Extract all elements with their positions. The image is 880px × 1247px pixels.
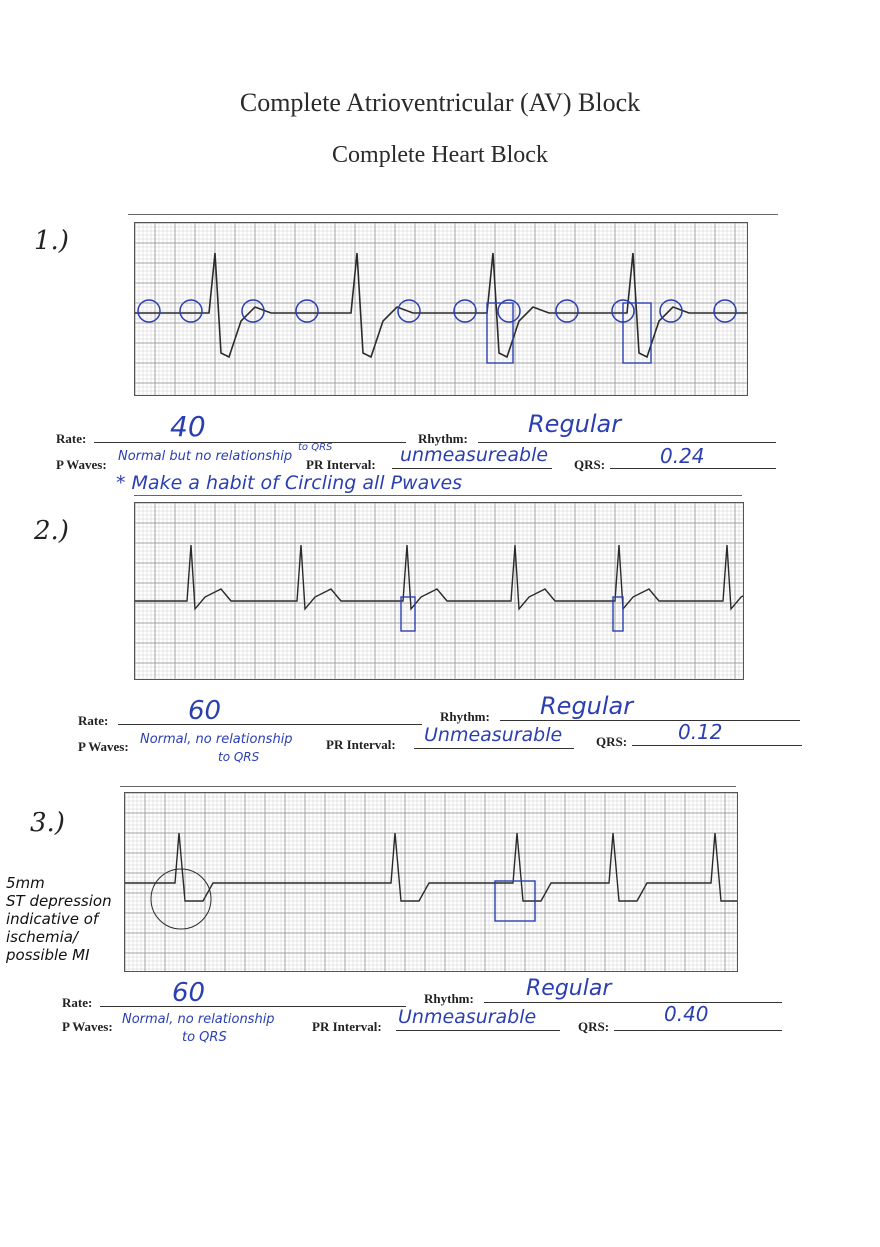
strip-2-number: 2.) [34,516,69,546]
strip-2-pr-label: PR Interval: [326,737,396,752]
strip-1-note: * Make a habit of Circling all Pwaves [116,472,463,494]
strip-2-qrs-value[interactable]: 0.12 [678,720,723,744]
strip-1-rhythm-value[interactable]: Regular [528,410,622,438]
side-note-line: 5mm [6,874,45,892]
strip-3-rhythm-line [484,1002,782,1003]
strip-1-qrs-label: QRS: [574,457,606,472]
strip-3-rhythm-value[interactable]: Regular [526,976,612,1001]
ecg-strip-1-svg [135,223,747,395]
strip-1-rate-label: Rate: [56,431,87,446]
strip-1-pwaves-label: P Waves: [56,457,107,472]
side-note-line: ischemia/ [6,928,78,946]
strip-3-pr-line [396,1030,560,1031]
strip-3-pwaves-label: P Waves: [62,1019,113,1034]
strip-1-rhythm-label: Rhythm: [418,431,468,446]
strip-3-qrs-value[interactable]: 0.40 [664,1002,709,1026]
strip-1-rate-value[interactable]: 40 [170,410,206,443]
strip-2-pr-value[interactable]: Unmeasurable [424,724,563,746]
page-title: Complete Atrioventricular (AV) Block [239,88,641,117]
strip-3-rate-line [100,1006,406,1007]
strip-3-rhythm-label: Rhythm: [424,991,474,1006]
strip-1-pr-line [392,468,552,469]
strip-1-pr-label: PR Interval: [306,457,376,472]
ecg-strip-3-svg [125,793,737,971]
strip-1-qrs-line [610,468,776,469]
side-note-line: indicative of [6,910,99,928]
strip-2-pwaves-value[interactable]: Normal, no relationship [140,732,293,747]
side-note-line: ST depression [6,892,112,910]
strip-1-rate-line [94,442,406,443]
strip-1-pwaves-extra: to QRS [298,442,333,453]
strip-2-pr-line [414,748,574,749]
strip-2-qrs-label: QRS: [596,734,628,749]
strip-1-pr-value[interactable]: unmeasureable [400,444,549,466]
strip-3-number: 3.) [30,808,65,838]
strip-2-rate-label: Rate: [78,713,109,728]
strip-3-qrs-line [614,1030,782,1031]
strip-2-pwaves-label: P Waves: [78,739,129,754]
strip-2-rate-value[interactable]: 60 [188,696,222,726]
strip-3-pwaves-extra: to QRS [182,1030,227,1045]
strip-2-rhythm-value[interactable]: Regular [540,692,634,720]
strip-3-qrs-label: QRS: [578,1019,610,1034]
strip-1-qrs-value[interactable]: 0.24 [660,444,705,468]
strip-2-qrs-line [632,745,802,746]
strip-1-pwaves-value[interactable]: Normal but no relationship [118,449,293,464]
strip-2-pwaves-extra: to QRS [218,750,260,764]
page-subtitle: Complete Heart Block [332,142,548,168]
strip-1-rhythm-line [478,442,776,443]
ecg-strip-2-svg [135,503,743,679]
strip-1-number: 1.) [34,226,69,256]
strip-3-pr-label: PR Interval: [312,1019,382,1034]
strip-2-rhythm-label: Rhythm: [440,709,490,724]
side-note-line: possible MI [6,946,90,964]
strip-2-rhythm-line [500,720,800,721]
ecg-strip-1 [134,222,748,396]
ecg-grid [135,223,747,395]
strip-3-pr-value[interactable]: Unmeasurable [398,1006,537,1028]
strip-3-pwaves-value[interactable]: Normal, no relationship [122,1012,275,1027]
ecg-strip-2 [134,502,744,680]
ecg-grid [125,793,737,971]
strip-3-rate-label: Rate: [62,995,93,1010]
strip-3-rate-value[interactable]: 60 [172,978,206,1008]
ecg-strip-3 [124,792,738,972]
strip-2-rate-line [118,724,422,725]
strip-3-side-note [6,874,112,964]
